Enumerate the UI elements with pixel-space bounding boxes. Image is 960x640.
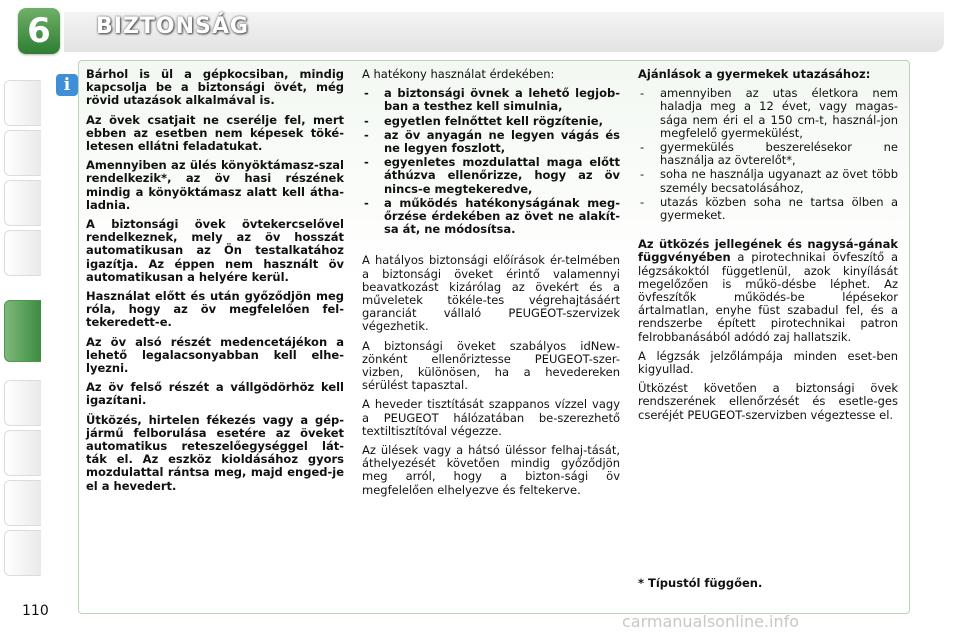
- paragraph: A légzsák jelzőlámpája minden eset-ben kigyullad.: [638, 348, 898, 377]
- paragraph: A hatályos biztonsági előírások ér-telmében a biztonsági öveket érintő valamennyi beavatkozást kizárólag az övekért és a műveletek tökéle-tes végrehajtásáért garanciát vállaló PEUGEOT-szervizek végezhetik.: [362, 253, 620, 334]
- list-item: - a biztonsági övnek a lehető legjob-ban a testhez kell simulnia,: [362, 87, 620, 113]
- section-intro: A hatékony használat érdekében:: [362, 67, 555, 81]
- paragraph: Bárhol is ül a gépkocsiban, mindig kapcsolja be a biztonsági övét, még rövid utazások alkalmával is.: [86, 67, 344, 108]
- column-2: [362, 68, 620, 503]
- bold-lead: Az ütközés jellegének és nagysá-gának függvényében: [638, 237, 898, 265]
- paragraph: Ütközés, hirtelen fékezés vagy a gép-jármű felborulása esetére az öveket automatikus reteszelőegységgel lát-ták el. Az eszköz kioldásához gyors mozdulattal rántsa meg, majd enged-je el a hevedert.: [86, 412, 344, 493]
- column-3: [638, 68, 898, 428]
- column-1: [86, 68, 344, 499]
- list-item: - egyetlen felnőttet kell rögzítenie,: [362, 115, 620, 128]
- paragraph: Használat előtt és után győződjön meg róla, hogy az öv megfelelően fel-tekeredett-e.: [86, 289, 344, 330]
- children-list: [638, 87, 898, 222]
- usage-list: [362, 87, 620, 236]
- paragraph: Ütközést követően a biztonsági övek rendszerének ellenőrzését és esetle-ges cseréjét PEUGEOT-szervizben végeztesse el.: [638, 381, 898, 422]
- chapter-number: 6: [18, 8, 60, 54]
- paragraph: Az ülések vagy a hátsó üléssor felhaj-tását, áthelyezését követően mindig győződjön meg arról, hogy a bizton-sági öv megfelelően elhelyezve és feltekerve.: [362, 443, 620, 497]
- chapter-tab[interactable]: [4, 480, 41, 526]
- section-title: Ajánlások a gyermekek utazásához:: [638, 67, 871, 81]
- info-icon: i: [56, 74, 78, 96]
- chapter-tab[interactable]: [4, 380, 41, 426]
- paragraph: A biztonsági övek övtekercselővel rendelkeznek, mely az öv hosszát automatikusan az Ön testalkatához igazítja. Az éppen nem használt öv automatikusan a helyére kerül.: [86, 217, 344, 284]
- list-item: - egyenletes mozdulattal maga előtt áthúzva ellenőrizze, hogy az öv nincs-e megtekeredve,: [362, 156, 620, 196]
- page-number: 110: [22, 603, 49, 619]
- list-item: - soha ne használja ugyanazt az övet több személy becsatolásához,: [638, 168, 898, 194]
- paragraph: Amennyiben az ülés könyöktámasz-szal rendelkezik*, az öv hasi részének mindig a könyöktámasz alatt kell átha-ladnia.: [86, 158, 344, 212]
- page-title: BIZTONSÁG: [96, 14, 249, 39]
- chapter-tab[interactable]: [4, 530, 41, 576]
- list-item: - gyermekülés beszerelésekor ne használja az övterelőt*,: [638, 141, 898, 167]
- chapter-tab[interactable]: [4, 430, 41, 476]
- watermark: carmanualsonline.info: [622, 612, 800, 631]
- list-item: - az öv anyagán ne legyen vágás és ne legyen foszlott,: [362, 129, 620, 155]
- paragraph-rest: a pirotechnikai övfeszítő a légzsákoktól függetlenül, azok kinyílását megelőzően is műkö-désbe léphet. Az övfeszítők működés-be lépésekor ártalmatlan, enyhe füst szabadul fel, és a rendszerbe épített pirotechnikai patron felrobbanásából adódó zaj hallatszik.: [638, 250, 898, 344]
- footnote: * Típustól függően.: [638, 576, 763, 590]
- chapter-tab[interactable]: [4, 130, 41, 176]
- chapter-tab[interactable]: [4, 230, 41, 276]
- paragraph: Az öv alsó részét medencetájékon a lehető legalacsonyabban kell elhe-lyezni.: [86, 334, 344, 376]
- chapter-tab[interactable]: [4, 180, 41, 226]
- paragraph: A heveder tisztítását szappanos vízzel vagy a PEUGEOT hálózatában be-szerezhető textiltisztítóval végezze.: [362, 397, 620, 438]
- list-item: - utazás közben soha ne tartsa ölben a gyermeket.: [638, 196, 898, 222]
- chapter-tab[interactable]: [4, 80, 41, 126]
- paragraph: A biztonsági öveket szabályos idNew-zönként ellenőriztesse PEUGEOT-szer-vizben, különösen, ha a hevedereken sérülést tapasztal.: [362, 338, 620, 393]
- paragraph: Az övek csatjait ne cserélje fel, mert ebben az esetben nem képesek töké-letesen ellátni feladatukat.: [86, 112, 344, 154]
- list-item: - amennyiben az utas életkora nem haladja meg a 12 évet, vagy magas-sága nem éri el a 150 cm-t, használ-jon megfelelő gyermekülést,: [638, 87, 898, 140]
- paragraph: Az öv felső részét a vállgödörhöz kell igazítani.: [86, 380, 344, 408]
- chapter-tab-active[interactable]: [4, 300, 41, 362]
- paragraph: [638, 238, 898, 344]
- list-item: - a működés hatékonyságának meg-őrzése érdekében az övet ne alakít-sa át, ne módosítsa.: [362, 197, 620, 237]
- side-tabs: [0, 0, 62, 640]
